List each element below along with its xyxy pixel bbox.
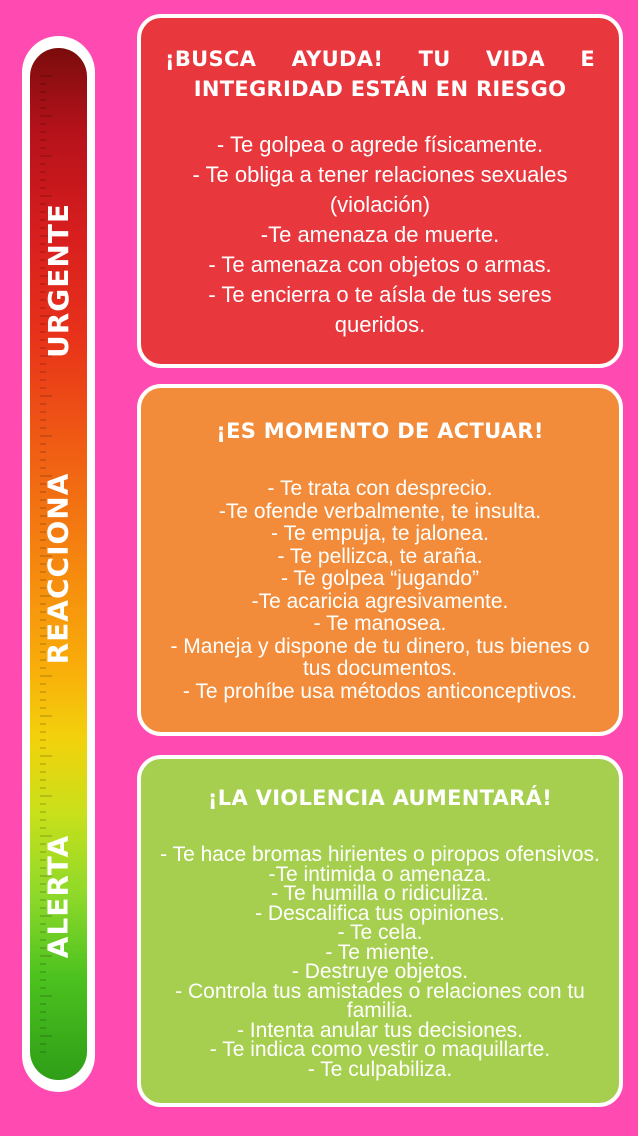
list-item: - Te prohíbe usa métodos anticonceptivos.	[182, 679, 578, 703]
list-item: - Te empuja, te jalonea.	[271, 522, 489, 545]
react-card	[137, 384, 623, 736]
urgent-card-list	[141, 130, 619, 340]
list-item: - Intenta anular tus decisiones.	[236, 1018, 523, 1042]
alert-card-list	[141, 845, 619, 1079]
list-item: - Te cela.	[337, 921, 423, 944]
list-item: -Te intimida o amenaza.	[268, 862, 492, 886]
alert-card-title: ¡LA VIOLENCIA AUMENTARÁ!	[207, 786, 553, 810]
alert-card	[137, 755, 623, 1107]
list-item: - Te golpea “jugando”	[280, 567, 480, 590]
list-item: - Descalifica tus opiniones.	[255, 901, 505, 925]
level-label-alerta: ALERTA	[41, 834, 75, 958]
list-item: -Te amenaza de muerte.	[260, 222, 500, 247]
urgent-card-title: ¡BUSCA AYUDA! TU VIDA E INTEGRIDAD ESTÁN EN RIESGO	[165, 47, 595, 101]
react-card-title: ¡ES MOMENTO DE ACTUAR!	[216, 419, 544, 443]
list-item: - Te miente.	[325, 940, 435, 964]
violence-thermometer	[22, 36, 95, 1092]
list-item: - Te obliga a tener relaciones sexuales (violación)	[192, 162, 568, 217]
list-item: - Te encierra o te aísla de tus seres queridos.	[208, 282, 552, 337]
list-item: - Te humilla o ridiculiza.	[271, 882, 489, 905]
list-item: -Te ofende verbalmente, te insulta.	[218, 499, 542, 523]
list-item: - Te amenaza con objetos o armas.	[208, 252, 552, 277]
list-item: - Te culpabiliza.	[307, 1057, 453, 1081]
list-item: - Te hace bromas hirientes o piropos ofensivos.	[160, 843, 600, 866]
level-label-urgente: URGENTE	[41, 202, 75, 358]
list-item: - Destruye objetos.	[291, 960, 469, 983]
level-label-reacciona: REACCIONA	[41, 472, 75, 664]
list-item: - Maneja y dispone de tu dinero, tus bienes o tus documentos.	[170, 634, 590, 680]
list-item: - Controla tus amistades o relaciones con tu familia.	[175, 979, 585, 1022]
list-item: - Te indica como vestir o maquillarte.	[209, 1038, 551, 1061]
list-item: - Te trata con desprecio.	[267, 477, 493, 500]
react-card-list	[141, 478, 619, 703]
urgent-card	[137, 14, 623, 368]
list-item: - Te manosea.	[313, 612, 447, 635]
thermometer-gradient-bar	[30, 48, 87, 1080]
list-item: - Te pellizca, te araña.	[277, 544, 483, 568]
list-item: - Te golpea o agrede físicamente.	[216, 132, 544, 157]
list-item: -Te acaricia agresivamente.	[251, 589, 509, 613]
